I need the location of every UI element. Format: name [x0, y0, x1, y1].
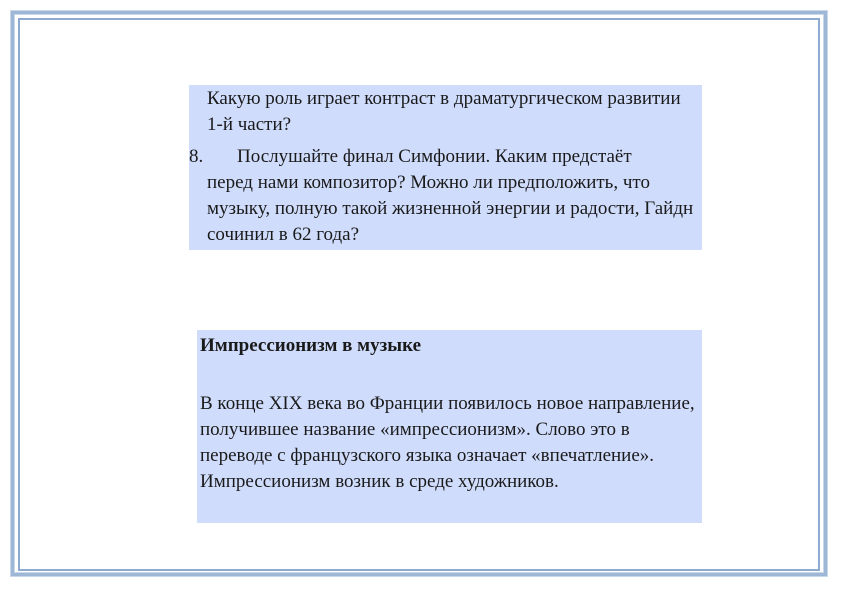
question-text: Какую роль играет контраст в драматургическом развитии 1-й части? [207, 88, 681, 135]
question-number: 8. [189, 146, 204, 167]
question-8-first-line: Послушайте финал Симфонии. Каким предстаёт [237, 146, 632, 167]
section-body: В конце XIX века во Франции появилось новое направление, получившее название «импрессионизм». Слово это в переводе с французского языка означает «впечатление». Импрессионизм возник в среде художников. [200, 393, 695, 492]
questions-box [189, 85, 702, 250]
question-8-rest: перед нами композитор? Можно ли предположить, что музыку, полную такой жизненной энергии и радости, Гайдн сочинил в 62 года? [207, 172, 694, 245]
section-title: Импрессионизм в музыке [200, 335, 421, 356]
impressionism-box [197, 330, 702, 523]
